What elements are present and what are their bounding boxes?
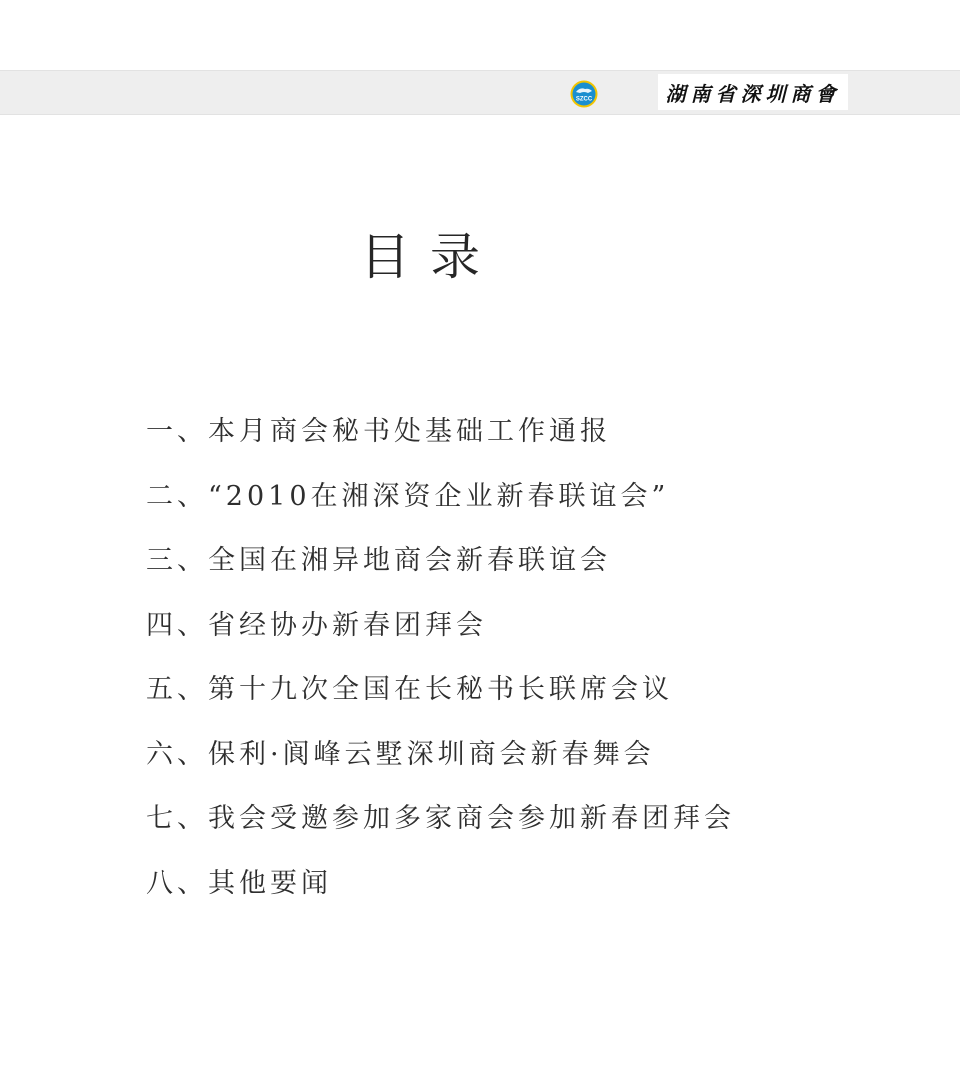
toc-item [146, 534, 836, 599]
page-title: 目录 [360, 228, 500, 286]
toc-item-text: 全国在湘异地商会新春联谊会 [208, 545, 611, 576]
toc-item-number: 七、 [146, 803, 208, 834]
toc-item-number: 四、 [146, 609, 208, 641]
szcc-logo [570, 80, 598, 108]
org-name: 湖南省深圳商會 [665, 81, 841, 106]
toc-item [146, 728, 836, 793]
toc-item [146, 857, 836, 922]
toc-item-text: 其他要闻 [208, 867, 332, 899]
toc-item [146, 405, 836, 470]
logo-text: SZCC [575, 96, 593, 103]
toc-item-number: 五、 [146, 674, 208, 705]
toc-item-number: 三、 [146, 545, 208, 576]
toc-item-text: 第十九次全国在长秘书长联席会议 [208, 674, 673, 705]
toc-item-number: 六、 [146, 738, 208, 770]
toc-item-text: 省经协办新春团拜会 [208, 609, 487, 641]
toc-item-text: 本月商会秘书处基础工作通报 [208, 416, 611, 447]
toc-item [146, 599, 836, 664]
toc-item-number: 八、 [146, 867, 208, 899]
toc-item-text: 保利·阆峰云墅深圳商会新春舞会 [208, 738, 655, 770]
toc-item-number: 一、 [146, 416, 208, 447]
toc-item [146, 663, 836, 728]
org-name-banner [658, 74, 848, 110]
toc-item [146, 470, 836, 535]
toc-item [146, 792, 836, 857]
toc-item-text: 我会受邀参加多家商会参加新春团拜会 [208, 803, 735, 834]
toc-item-number: 二、 [146, 480, 208, 512]
toc-item-text: “2010在湘深资企业新春联谊会” [208, 480, 670, 512]
table-of-contents [146, 405, 836, 921]
